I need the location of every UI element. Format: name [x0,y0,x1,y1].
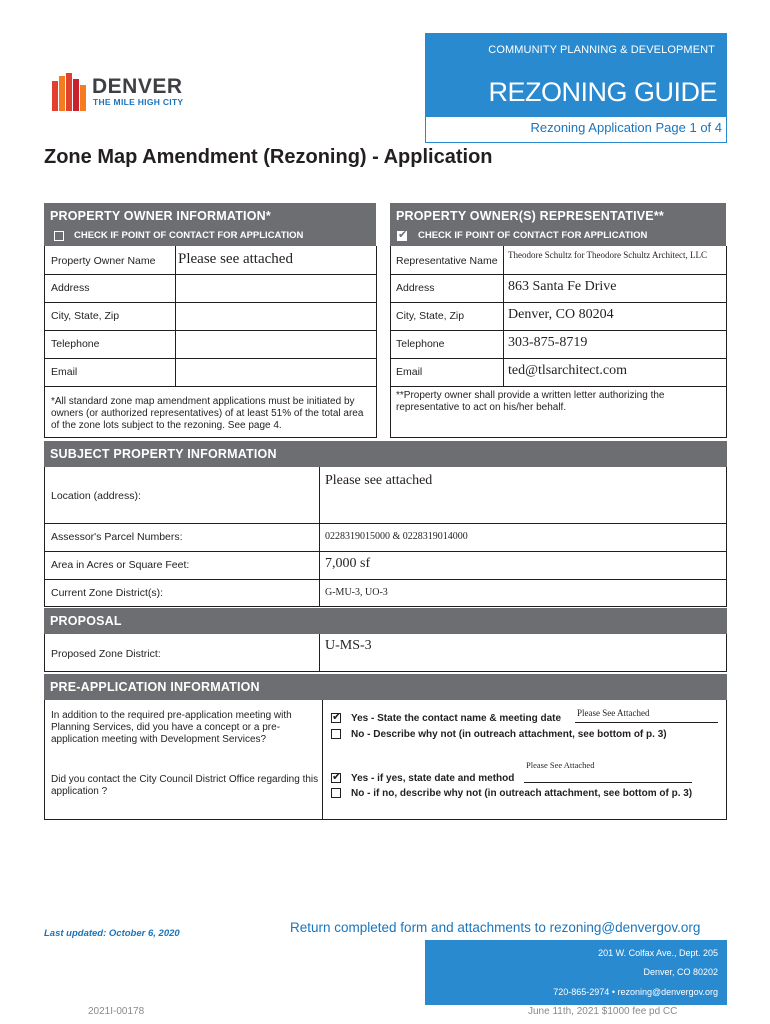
owner-name-label: Property Owner Name [51,255,156,267]
logo-tagline: THE MILE HIGH CITY [93,97,184,107]
footer-contact: 720-865-2974 • rezoning@denvergov.org [553,987,718,997]
proposed-zone-field[interactable]: U-MS-3 [325,638,372,653]
q1-yes-label: Yes - State the contact name & meeting date [351,713,562,724]
rep-contact-checkbox[interactable] [397,231,407,241]
page-title: Zone Map Amendment (Rezoning) - Application [44,146,493,168]
q1-no-checkbox[interactable] [331,729,341,739]
owner-heading: PROPERTY OWNER INFORMATION* [50,209,271,223]
denver-logo-icon [52,73,86,111]
rep-telephone-field[interactable]: 303-875-8719 [508,335,588,350]
location-label: Location (address): [51,490,141,502]
owner-telephone-label: Telephone [51,338,100,350]
header-banner [425,33,727,117]
stamp-fee-note: June 11th, 2021 $1000 fee pd CC [528,1006,678,1017]
guide-title: REZONING GUIDE [488,77,717,107]
stamp-case-number: 2021I-00178 [88,1006,145,1017]
owner-contact-bar [44,226,376,246]
q1-yes-checkbox[interactable] [331,713,341,723]
q1-yes-field[interactable]: Please See Attached [577,708,650,718]
area-label: Area in Acres or Square Feet: [51,559,190,571]
location-field[interactable]: Please see attached [325,473,433,488]
owner-address-field[interactable] [180,280,370,298]
rep-contact-bar [390,226,726,246]
preapp-question-1: In addition to the required pre-application meeting with Planning Services, did you have a concept or a pre-application meeting with Development Services? [51,710,292,745]
rep-contact-label: CHECK IF POINT OF CONTACT FOR APPLICATION [418,230,648,241]
rep-email-label: Email [396,366,423,378]
owner-contact-label: CHECK IF POINT OF CONTACT FOR APPLICATION [74,230,304,241]
rep-email-field[interactable]: ted@tlsarchitect.com [508,363,628,378]
zone-district-label: Current Zone District(s): [51,587,164,599]
owner-note: *All standard zone map amendment applications must be initiated by owners (or authorized representatives) of at least 51% of the total area of the zone lots subject to the rezoning. See page 4. [51,396,364,431]
last-updated: Last updated: October 6, 2020 [44,928,180,939]
rep-address-label: Address [396,282,435,294]
return-instructions: Return completed form and attachments to rezoning@denvergov.org [290,920,701,935]
rep-name-field[interactable]: Theodore Schultz for Theodore Schultz Architect, LLC [508,250,708,260]
rep-address-field[interactable]: 863 Santa Fe Drive [508,279,617,294]
subject-heading: SUBJECT PROPERTY INFORMATION [50,447,277,461]
rep-city-label: City, State, Zip [396,310,465,322]
q2-yes-checkbox[interactable] [331,773,341,783]
q2-note-field[interactable]: Please See Attached [526,760,595,770]
subject-section-header [44,441,727,467]
rep-heading: PROPERTY OWNER(S) REPRESENTATIVE** [396,209,664,223]
proposal-heading: PROPOSAL [50,614,122,628]
zone-district-field[interactable]: G-MU-3, UO-3 [325,587,388,598]
area-field[interactable]: 7,000 sf [325,556,371,571]
department-name: COMMUNITY PLANNING & DEVELOPMENT [488,44,715,56]
owner-city-field[interactable] [180,308,370,326]
owner-city-label: City, State, Zip [51,310,120,322]
owner-telephone-field[interactable] [180,336,370,354]
rep-city-field[interactable]: Denver, CO 80204 [508,307,614,322]
rep-note: **Property owner shall provide a written letter authorizing the representative to act on his/her behalf. [396,390,665,413]
preapp-heading: PRE-APPLICATION INFORMATION [50,680,260,694]
owner-contact-checkbox[interactable] [54,231,64,241]
proposal-section-header [44,608,727,634]
owner-address-label: Address [51,282,90,294]
owner-name-field[interactable]: Please see attached [178,251,293,267]
owner-email-field[interactable] [180,364,370,382]
preapp-section-header [44,674,727,700]
q2-no-checkbox[interactable] [331,788,341,798]
q2-no-label: No - if no, describe why not (in outreach attachment, see bottom of p. 3) [351,788,693,799]
owner-email-label: Email [51,366,78,378]
page-indicator: Rezoning Application Page 1 of 4 [530,120,722,135]
footer-contact-box [425,940,727,1005]
footer-address-2: Denver, CO 80202 [643,967,718,977]
q1-no-label: No - Describe why not (in outreach attachment, see bottom of p. 3) [351,729,667,740]
parcel-field[interactable]: 0228319015000 & 0228319014000 [325,531,468,542]
preapp-question-2: Did you contact the City Council District Office regarding this application ? [51,774,319,797]
rep-telephone-label: Telephone [396,338,445,350]
rep-name-label: Representative Name [396,255,498,267]
parcel-label: Assessor's Parcel Numbers: [51,531,183,543]
logo-wordmark: DENVER [92,75,183,98]
footer-address-1: 201 W. Colfax Ave., Dept. 205 [598,948,718,958]
proposed-zone-label: Proposed Zone District: [51,648,161,660]
q2-yes-label: Yes - if yes, state date and method [351,773,515,784]
